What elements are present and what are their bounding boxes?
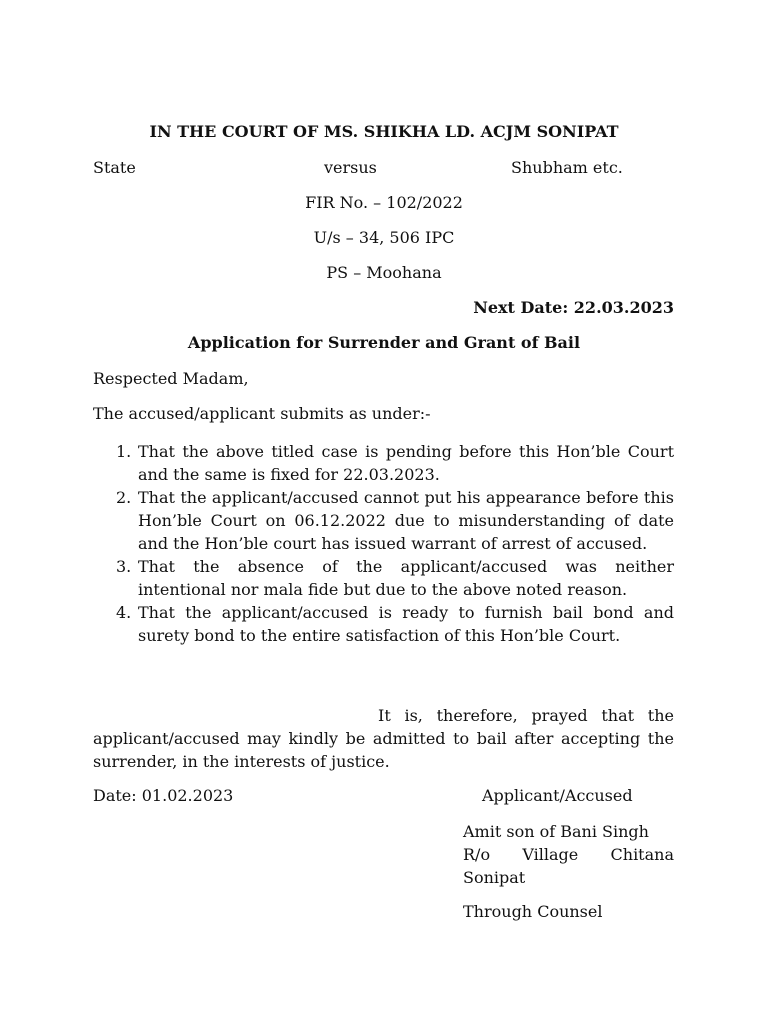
party-state: State: [93, 158, 136, 177]
address-ro: R/o: [463, 845, 491, 864]
address-place: Chitana: [610, 845, 674, 864]
list-item: [116, 486, 674, 555]
list-number: 1.: [116, 442, 132, 461]
applicant-name: Amit son of Bani Singh: [463, 822, 649, 841]
list-text: That the applicant/accused is ready to furnish bail bond and surety bond to the entire satisfaction of this Hon’ble Court.: [138, 603, 674, 645]
sections: U/s – 34, 506 IPC: [313, 228, 455, 247]
court-heading: IN THE COURT OF MS. SHIKHA LD. ACJM SONIPAT: [149, 122, 619, 141]
submission-points: [116, 440, 674, 647]
salutation: Respected Madam,: [93, 369, 249, 388]
intro-line: The accused/applicant submits as under:-: [93, 404, 431, 423]
filing-date: Date: 01.02.2023: [93, 786, 234, 805]
list-text: That the absence of the applicant/accused was neither intentional nor mala fide but due to the above noted reason.: [138, 557, 674, 599]
next-date: Next Date: 22.03.2023: [473, 298, 674, 317]
applicant-details: [463, 820, 674, 923]
list-text: That the applicant/accused cannot put his appearance before this Hon’ble Court on 06.12.2022 due to misunderstanding of date and the Hon’ble court has issued warrant of arrest of accused.: [138, 488, 674, 553]
party-versus: versus: [324, 158, 377, 177]
fir-number: FIR No. – 102/2022: [305, 193, 463, 212]
address-city: Sonipat: [463, 868, 526, 887]
party-accused: Shubham etc.: [511, 158, 623, 177]
application-title: Application for Surrender and Grant of Bail: [187, 333, 581, 352]
through-counsel: Through Counsel: [463, 902, 603, 921]
applicant-address-line: [463, 843, 674, 866]
list-item: [116, 440, 674, 486]
list-item: [116, 601, 674, 647]
list-item: [116, 555, 674, 601]
list-number: 2.: [116, 488, 132, 507]
signatory-role: Applicant/Accused: [482, 786, 633, 805]
list-number: 3.: [116, 557, 132, 576]
police-station: PS – Moohana: [326, 263, 442, 282]
prayer-paragraph: It is, therefore, prayed that the applicant/accused may kindly be admitted to bail after accepting the surrender, in the interests of justice.: [93, 706, 674, 771]
list-text: That the above titled case is pending before this Hon’ble Court and the same is fixed for 22.03.2023.: [138, 442, 674, 484]
address-village: Village: [522, 845, 579, 864]
list-number: 4.: [116, 603, 132, 622]
